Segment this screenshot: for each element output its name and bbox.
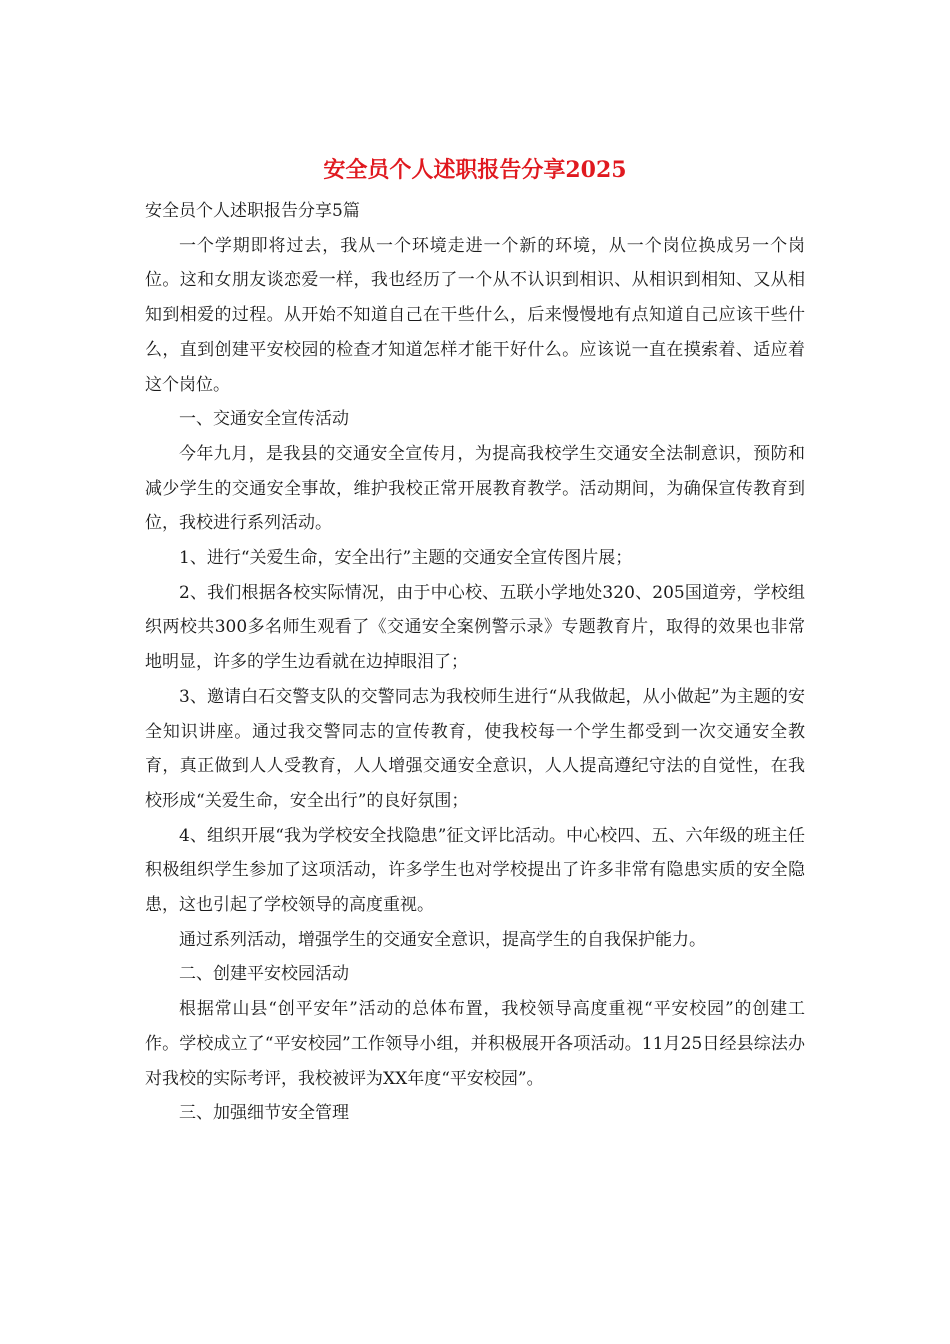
paragraph-summary: 通过系列活动，增强学生的交通安全意识，提高学生的自我保护能力。 [179, 929, 706, 950]
list-item-4: 4、组织开展“我为学校安全找隐患”征文评比活动。中心校四、五、六年级的班主任积极组织学生参加了这项活动，许多学生也对学校提出了许多非常有隐患实质的安全隐患，这也引起了学校领导的高度重视。 [145, 825, 805, 916]
section-heading-traffic: 一、交通安全宣传活动 [179, 409, 349, 430]
document-title: 安全员个人述职报告分享2025 [323, 157, 627, 183]
document-body [145, 194, 805, 1131]
list-item-2: 2、我们根据各校实际情况，由于中心校、五联小学地处320、205国道旁，学校组织两校共300多名师生观看了《交通安全案例警示录》专题教育片，取得的效果也非常地明显，许多的学生边看就在边掉眼泪了； [145, 582, 805, 673]
section-heading-safe-campus: 二、创建平安校园活动 [179, 964, 349, 985]
section-heading-detail-management: 三、加强细节安全管理 [179, 1103, 349, 1124]
paragraph-safe-campus: 根据常山县“创平安年”活动的总体布置，我校领导高度重视“平安校园”的创建工作。学校成立了“平安校园”工作领导小组，并积极展开各项活动。11月25日经县综法办对我校的实际考评，我校被评为XX年度“平安校园”。 [145, 999, 805, 1089]
document-subtitle: 安全员个人述职报告分享5篇 [145, 201, 360, 221]
paragraph-intro: 一个学期即将过去，我从一个环境走进一个新的环境，从一个岗位换成另一个岗位。这和女朋友谈恋爱一样，我也经历了一个从不认识到相识、从相识到相知、又从相知到相爱的过程。从开始不知道自己在干些什么，后来慢慢地有点知道自己应该干些什么，直到创建平安校园的检查才知道怎样才能干好什么。应该说一直在摸索着、适应着这个岗位。 [145, 235, 805, 395]
list-item-1: 1、进行“关爱生命，安全出行”主题的交通安全宣传图片展； [179, 548, 633, 569]
list-item-3: 3、邀请白石交警支队的交警同志为我校师生进行“从我做起，从小做起”为主题的安全知识讲座。通过我交警同志的宣传教育，使我校每一个学生都受到一次交通安全教育，真正做到人人受教育，人人增强交通安全意识，人人提高遵纪守法的自觉性，在我校形成“关爱生命，安全出行”的良好氛围； [145, 686, 805, 811]
paragraph-traffic-month: 今年九月，是我县的交通安全宣传月，为提高我校学生交通安全法制意识，预防和减少学生的交通安全事故，维护我校正常开展教育教学。活动期间，为确保宣传教育到位，我校进行系列活动。 [145, 443, 805, 534]
